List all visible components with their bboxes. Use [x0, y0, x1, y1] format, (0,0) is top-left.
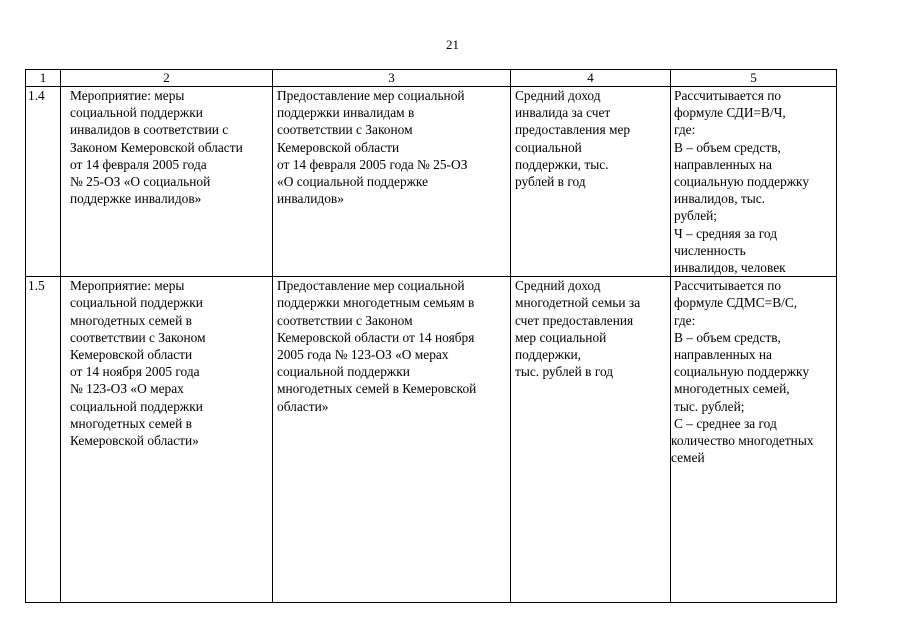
- header-col-2: 2: [61, 70, 273, 87]
- text-line: рублей в год: [515, 174, 586, 190]
- text-line: семей: [671, 450, 705, 466]
- text-line: инвалидов, человек: [674, 260, 786, 276]
- header-col-5: 5: [671, 70, 837, 87]
- text-line: количество многодетных: [671, 433, 814, 449]
- text-line: направленных на: [674, 156, 772, 172]
- text-line: Рассчитывается по: [674, 278, 782, 294]
- text-line: формуле СДМС=В/С,: [674, 295, 798, 311]
- text-line: Ч – средняя за год: [674, 225, 778, 241]
- text-line: Мероприятие: меры: [70, 88, 185, 103]
- text-line: соответствии с Законом: [277, 122, 413, 138]
- text-line: соответствии с Законом: [70, 329, 206, 345]
- text-line: инвалидов»: [277, 191, 344, 207]
- header-col-3: 3: [273, 70, 511, 87]
- text-line: социальной: [515, 139, 582, 155]
- text-line: мер социальной: [515, 329, 607, 345]
- indicators-table: [25, 69, 837, 603]
- text-line: Кемеровской области: [70, 347, 193, 363]
- text-line: предоставления мер: [515, 122, 631, 138]
- text-line: поддержке инвалидов»: [70, 191, 202, 207]
- text-line: Предоставление мер социальной: [277, 278, 465, 294]
- text-line: от 14 ноября 2005 года: [70, 364, 200, 380]
- text-line: многодетных семей,: [674, 381, 790, 397]
- text-line: тыс. рублей в год: [515, 364, 614, 380]
- text-line: поддержки,: [515, 347, 582, 363]
- text-line: инвалидов, тыс.: [674, 191, 766, 207]
- text-line: Мероприятие: меры: [70, 278, 185, 294]
- row-number: 1.4: [26, 87, 61, 277]
- text-line: Законом Кемеровской области: [70, 139, 243, 155]
- text-line: С – среднее за год: [674, 415, 777, 431]
- text-line: направленных на: [674, 347, 772, 363]
- text-line: № 25-ОЗ «О социальной: [70, 174, 211, 190]
- text-line: численность: [674, 242, 746, 258]
- text-line: Средний доход: [515, 88, 601, 103]
- text-line: многодетных семей в Кемеровской: [277, 381, 477, 397]
- row-number: 1.5: [26, 277, 61, 603]
- header-col-1: 1: [26, 70, 61, 87]
- text-line: многодетной семьи за: [515, 295, 641, 311]
- text-line: где:: [674, 122, 696, 138]
- text-line: Кемеровской области от 14 ноября: [277, 329, 475, 345]
- text-line: формуле СДИ=В/Ч,: [674, 105, 786, 121]
- text-line: поддержки инвалидам в: [277, 105, 415, 121]
- text-line: социальной поддержки: [277, 364, 410, 380]
- text-line: инвалида за счет: [515, 105, 611, 121]
- text-line: В – объем средств,: [674, 329, 781, 345]
- text-line: многодетных семей в: [70, 415, 192, 431]
- table-header-row: [26, 70, 837, 87]
- text-line: инвалидов в соответствии с: [70, 122, 229, 138]
- text-line: поддержки многодетным семьям в: [277, 295, 475, 311]
- text-line: счет предоставления: [515, 312, 634, 328]
- measure-cell: [61, 87, 273, 277]
- text-line: от 14 февраля 2005 года: [70, 156, 207, 172]
- description-cell: [273, 277, 511, 603]
- text-line: поддержки, тыс.: [515, 156, 609, 172]
- page-number: 21: [446, 37, 459, 52]
- text-line: многодетных семей в: [70, 312, 192, 328]
- text-line: Кемеровской области: [277, 139, 400, 155]
- indicator-cell: [511, 277, 671, 603]
- header-col-4: 4: [511, 70, 671, 87]
- formula-cell: [671, 87, 837, 277]
- text-line: Рассчитывается по: [674, 88, 782, 103]
- description-cell: [273, 87, 511, 277]
- text-line: тыс. рублей;: [674, 398, 745, 414]
- text-line: где:: [674, 312, 696, 328]
- text-line: социальную поддержку: [674, 174, 810, 190]
- text-line: социальной поддержки: [70, 105, 203, 121]
- measure-cell: [61, 277, 273, 603]
- text-line: области»: [277, 398, 329, 414]
- table-row: [26, 277, 837, 603]
- text-line: социальной поддержки: [70, 398, 203, 414]
- indicator-cell: [511, 87, 671, 277]
- text-line: № 123-ОЗ «О мерах: [70, 381, 184, 397]
- text-line: 2005 года № 123-ОЗ «О мерах: [277, 347, 449, 363]
- text-line: Средний доход: [515, 278, 601, 294]
- text-line: социальную поддержку: [674, 364, 810, 380]
- text-line: Предоставление мер социальной: [277, 88, 465, 103]
- formula-cell: [671, 277, 837, 603]
- text-line: от 14 февраля 2005 года № 25-ОЗ: [277, 156, 468, 172]
- table-row: [26, 87, 837, 277]
- text-line: «О социальной поддержке: [277, 174, 429, 190]
- text-line: рублей;: [674, 208, 718, 224]
- text-line: социальной поддержки: [70, 295, 203, 311]
- text-line: В – объем средств,: [674, 139, 781, 155]
- text-line: соответствии с Законом: [277, 312, 413, 328]
- text-line: Кемеровской области»: [70, 433, 199, 449]
